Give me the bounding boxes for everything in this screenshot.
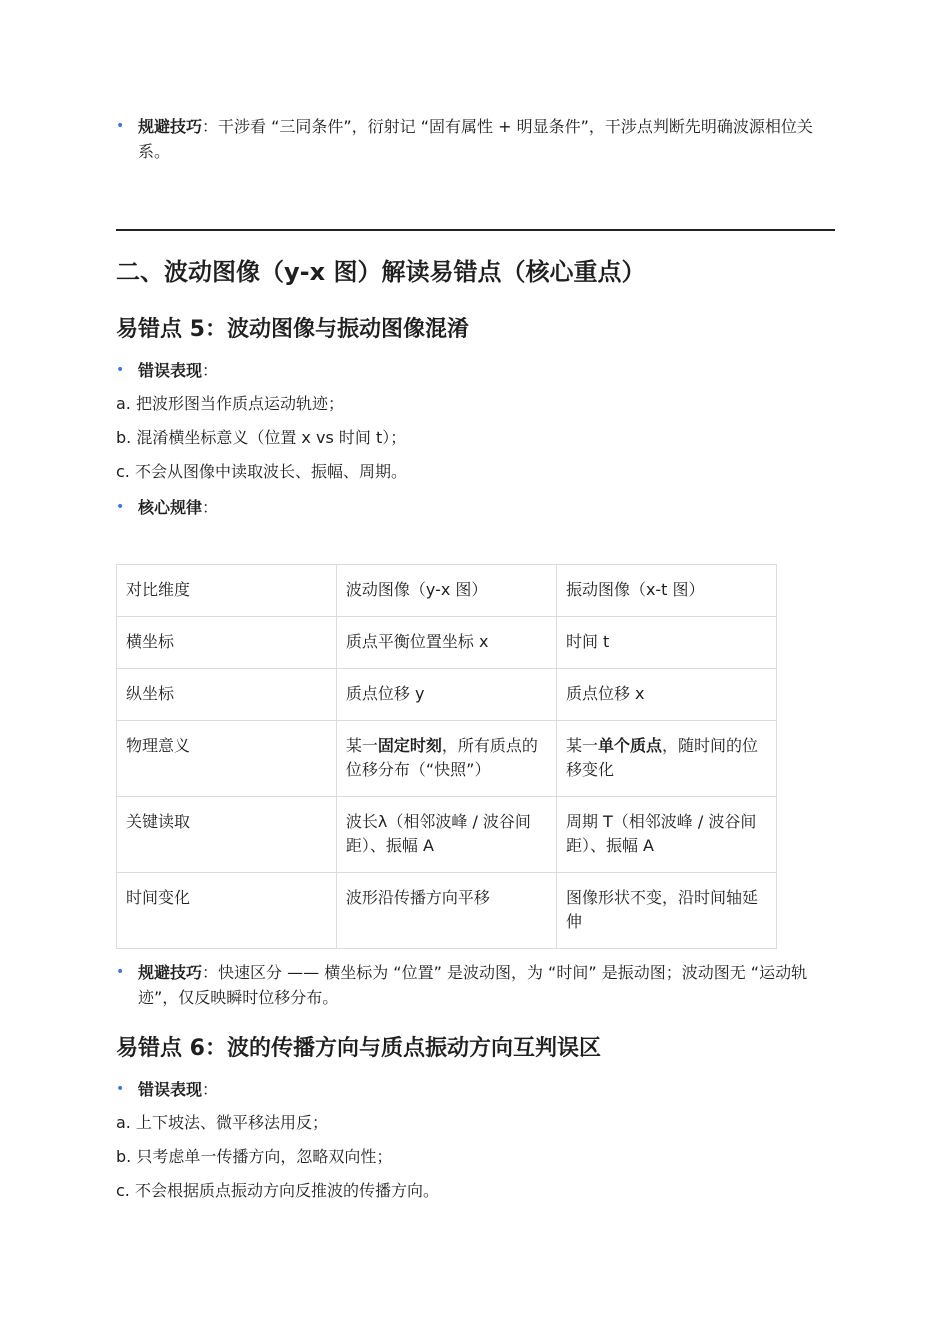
cell-emphasis: 单个质点 [597, 736, 662, 755]
table-cell: 图像形状不变，沿时间轴延伸 [556, 873, 776, 949]
table-row [117, 873, 777, 949]
table-cell: 关键读取 [117, 797, 337, 873]
point5-tip-item [116, 960, 836, 1010]
table-cell [556, 721, 776, 797]
intro-tip-text: ：干涉看 “三同条件”，衍射记 “固有属性 + 明显条件”，干涉点判断先明确波源相位关系。 [138, 117, 813, 161]
table-cell [336, 721, 556, 797]
cell-text: ，所有质点的位移分布（“快照”） [345, 736, 538, 779]
point5-rule-label: 核心规律 [138, 498, 203, 517]
table-header-row [117, 565, 777, 617]
table-cell: 对比维度 [117, 565, 337, 617]
colon: ： [202, 1080, 219, 1099]
table-row [117, 721, 777, 797]
point6-error-c: c. 不会根据质点振动方向反推波的传播方向。 [116, 1181, 439, 1200]
table-cell: 波长λ（相邻波峰 / 波谷间距）、振幅 A [336, 797, 556, 873]
point6-error-b: b. 只考虑单一传播方向，忽略双向性； [116, 1147, 393, 1166]
table-cell: 振动图像（x-t 图） [556, 565, 776, 617]
point6-error-label: 错误表现 [138, 1080, 203, 1099]
bullet-icon: • [116, 499, 125, 515]
intro-tip-item [116, 114, 836, 164]
table-cell: 周期 T（相邻波峰 / 波谷间距）、振幅 A [556, 797, 776, 873]
point6-error-a: a. 上下坡法、微平移法用反； [116, 1113, 328, 1132]
section-title: 二、波动图像（y-x 图）解读易错点（核心重点） [116, 258, 646, 286]
point6-title: 易错点 6：波的传播方向与质点振动方向互判误区 [116, 1036, 601, 1061]
table-cell: 物理意义 [117, 721, 337, 797]
table-cell: 质点平衡位置坐标 x [336, 617, 556, 669]
table-cell: 时间变化 [117, 873, 337, 949]
intro-tip-label: 规避技巧 [138, 117, 203, 136]
table-cell: 质点位移 y [336, 669, 556, 721]
table-row [117, 797, 777, 873]
point5-error-a: a. 把波形图当作质点运动轨迹； [116, 394, 344, 413]
table-cell: 纵坐标 [117, 669, 337, 721]
table-cell: 质点位移 x [556, 669, 776, 721]
colon: ： [202, 498, 219, 517]
table-cell: 波形沿传播方向平移 [336, 873, 556, 949]
cell-text: 某一 [345, 736, 378, 755]
point6-error-heading [116, 1077, 836, 1102]
point5-error-b: b. 混淆横坐标意义（位置 x vs 时间 t）； [116, 428, 407, 447]
table-row [117, 617, 777, 669]
table-cell: 时间 t [556, 617, 776, 669]
table-cell: 横坐标 [117, 617, 337, 669]
cell-text: ，随时间的位移变化 [565, 736, 758, 779]
table-row [117, 669, 777, 721]
point5-tip-text: ：快速区分 —— 横坐标为 “位置” 是波动图，为 “时间” 是振动图；波动图无 “运动轨迹”，仅反映瞬时位移分布。 [138, 963, 808, 1007]
colon: ： [202, 361, 219, 380]
point5-error-c: c. 不会从图像中读取波长、振幅、周期。 [116, 462, 407, 481]
bullet-icon: • [116, 362, 125, 378]
comparison-table [116, 564, 777, 949]
point5-error-heading [116, 358, 836, 383]
cell-emphasis: 固定时刻 [377, 736, 442, 755]
table-cell: 波动图像（y-x 图） [336, 565, 556, 617]
bullet-icon: • [116, 964, 125, 980]
point5-title: 易错点 5：波动图像与振动图像混淆 [116, 317, 469, 342]
point5-tip-label: 规避技巧 [138, 963, 203, 982]
point5-error-label: 错误表现 [138, 361, 203, 380]
bullet-icon: • [116, 118, 125, 134]
section-divider [116, 229, 835, 231]
cell-text: 某一 [565, 736, 598, 755]
point5-rule-heading [116, 495, 836, 520]
bullet-icon: • [116, 1081, 125, 1097]
